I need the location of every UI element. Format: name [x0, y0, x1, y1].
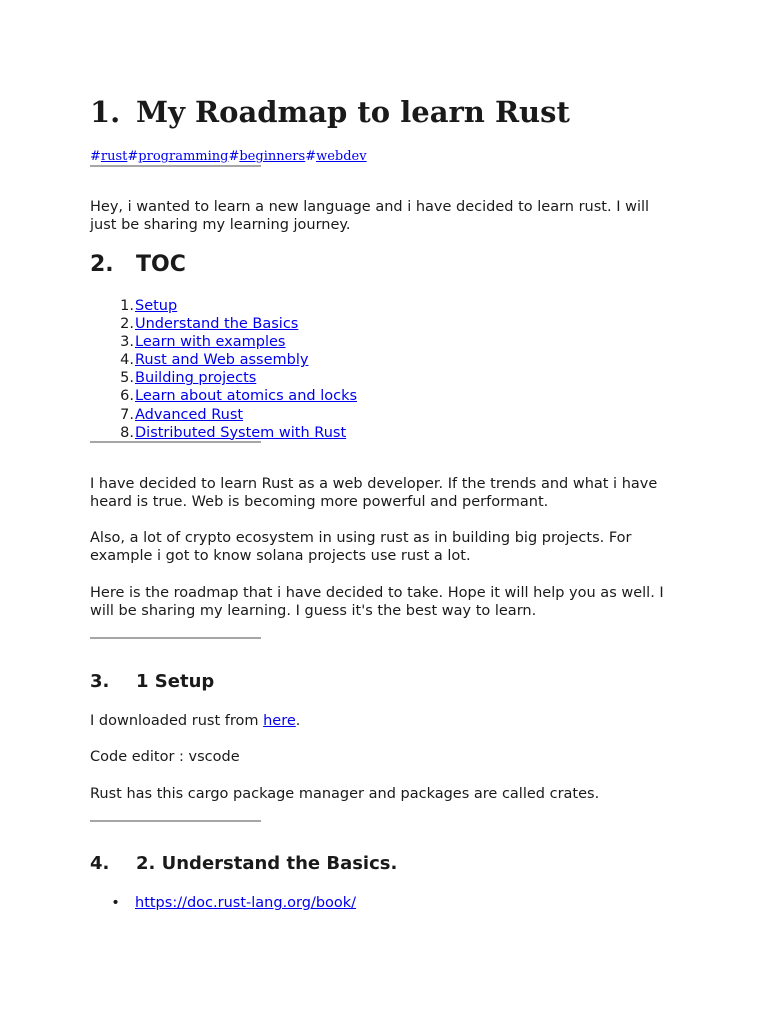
- toc-item: [90, 333, 357, 351]
- toc-item: [90, 424, 357, 442]
- toc-link-advanced-rust[interactable]: Advanced Rust: [135, 406, 244, 423]
- toc-heading-text: TOC: [136, 252, 186, 277]
- tag-list: [90, 148, 367, 166]
- tag-hash: #: [305, 149, 317, 164]
- toc-item: [90, 297, 357, 315]
- toc-link-setup[interactable]: Setup: [135, 298, 178, 314]
- download-paragraph: [90, 712, 680, 730]
- page-title: [90, 92, 570, 132]
- tag-link-beginners[interactable]: beginners: [239, 149, 306, 164]
- toc-item: [90, 369, 357, 387]
- toc-item-number: 7.: [120, 406, 134, 423]
- toc-link-atomics-locks[interactable]: Learn about atomics and locks: [135, 388, 358, 405]
- download-here-link[interactable]: here: [263, 713, 296, 729]
- toc-number: 2.: [90, 252, 114, 277]
- list-item: [90, 894, 356, 912]
- editor-paragraph: Code editor : vscode: [90, 749, 240, 765]
- bullet: •: [111, 895, 120, 911]
- divider: [90, 441, 261, 443]
- toc-heading: [90, 250, 186, 280]
- setup-heading: [90, 669, 214, 695]
- toc-link-basics[interactable]: Understand the Basics: [135, 316, 299, 333]
- paragraph-web-developer: I have decided to learn Rust as a web developer. If the trends and what i have heard is true. Web is becoming more powerful and performant.: [90, 476, 658, 510]
- toc-item-number: 6.: [120, 388, 134, 405]
- toc-item: [90, 387, 357, 405]
- tag-hash: #: [127, 149, 139, 164]
- toc-list: [90, 297, 357, 442]
- toc-item: [90, 315, 357, 333]
- toc-link-web-assembly[interactable]: Rust and Web assembly: [135, 352, 309, 369]
- toc-link-distributed-system[interactable]: Distributed System with Rust: [135, 424, 347, 441]
- tag-link-webdev[interactable]: webdev: [316, 149, 367, 164]
- tag-hash: #: [228, 149, 240, 164]
- basics-link-list: [90, 894, 356, 912]
- title-number: 1.: [90, 95, 121, 129]
- tag-link-programming[interactable]: programming: [138, 149, 229, 164]
- rust-book-link[interactable]: https://doc.rust-lang.org/book/: [135, 895, 357, 911]
- tag-link-rust[interactable]: rust: [100, 149, 128, 164]
- toc-item-number: 5.: [120, 370, 134, 387]
- toc-item-number: 8.: [120, 424, 134, 441]
- toc-item-number: 3.: [120, 334, 134, 351]
- basics-heading: [90, 851, 397, 877]
- download-suffix: .: [295, 713, 301, 729]
- toc-item-number: 4.: [120, 352, 134, 369]
- divider: [90, 820, 261, 822]
- divider: [90, 165, 261, 167]
- basics-number: 4.: [90, 853, 110, 874]
- paragraph-roadmap: Here is the roadmap that i have decided to take. Hope it will help you as well. I will be sharing my learning. I guess it's the best way to learn.: [90, 585, 664, 619]
- paragraph-crypto: Also, a lot of crypto ecosystem in using rust as in building big projects. For example i got to know solana projects use rust a lot.: [90, 530, 632, 564]
- download-text: I downloaded rust from: [90, 713, 264, 729]
- toc-item: [90, 406, 357, 424]
- intro-paragraph: Hey, i wanted to learn a new language and i have decided to learn rust. I will just be sharing my learning journey.: [90, 199, 650, 233]
- toc-link-building-projects[interactable]: Building projects: [135, 370, 257, 387]
- cargo-paragraph: Rust has this cargo package manager and packages are called crates.: [90, 786, 600, 802]
- title-text: My Roadmap to learn Rust: [136, 95, 570, 129]
- tag-hash: #: [90, 149, 101, 164]
- toc-item-number: 1.: [120, 298, 134, 314]
- toc-item-number: 2.: [120, 316, 134, 333]
- setup-number: 3.: [90, 671, 110, 692]
- toc-link-examples[interactable]: Learn with examples: [135, 334, 286, 351]
- divider: [90, 637, 261, 639]
- toc-item: [90, 351, 357, 369]
- basics-heading-text: 2. Understand the Basics.: [136, 853, 398, 874]
- setup-heading-text: 1 Setup: [136, 671, 215, 692]
